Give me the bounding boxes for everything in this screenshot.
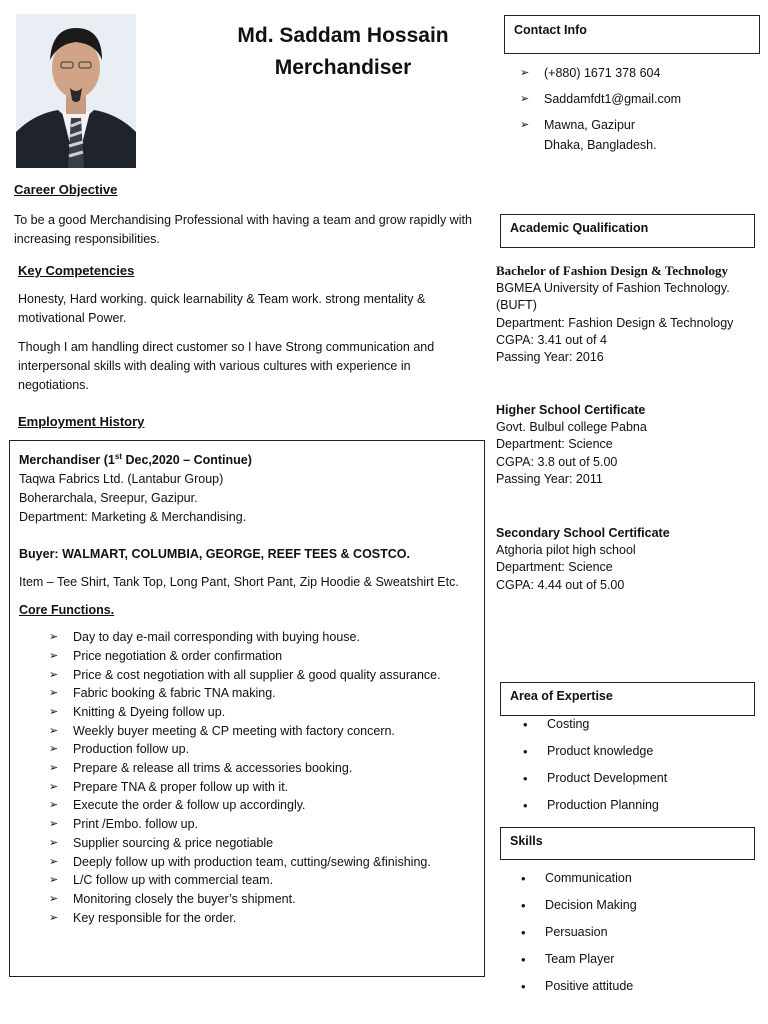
- bachelor-title: Bachelor of Fashion Design & Technology: [496, 263, 728, 278]
- competencies-paragraph-1: Honesty, Hard working. quick learnability & Team work. strong mentality & motivational Power.: [18, 292, 426, 325]
- skill-item: • Persuasion: [521, 919, 751, 946]
- arrow-bullet-icon: ➢: [49, 649, 59, 662]
- hsc-title: Higher School Certificate: [496, 403, 646, 417]
- expertise-list: [523, 711, 753, 819]
- arrow-bullet-icon: ➢: [49, 911, 59, 924]
- employment-buyers: Buyer: WALMART, COLUMBIA, GEORGE, REEF TEES & COSTCO.: [19, 547, 410, 562]
- arrow-bullet-icon: ➢: [49, 893, 59, 905]
- arrow-bullet-icon: ➢: [49, 799, 59, 812]
- core-function-item: ➢ Knitting & Dyeing follow up.: [49, 703, 475, 722]
- key-competencies-heading: Key Competencies: [18, 263, 135, 278]
- bachelor-detail-line: BGMEA University of Fashion Technology.: [496, 281, 730, 295]
- dot-bullet-icon: •: [523, 744, 528, 759]
- skills-heading: Skills: [510, 834, 543, 848]
- contact-info-box: [504, 15, 760, 54]
- hsc-detail-line: CGPA: 3.8 out of 5.00: [496, 454, 618, 469]
- arrow-bullet-icon: ➢: [49, 780, 59, 793]
- arrow-bullet-icon: ➢: [49, 631, 59, 644]
- contact-phone: ➢ (+880) 1671 378 604: [520, 60, 760, 86]
- key-competencies-section: [18, 263, 480, 395]
- arrow-bullet-icon: ➢: [520, 119, 530, 131]
- skill-item: • Team Player: [521, 946, 751, 973]
- hsc-detail-line: Govt. Bulbul college Pabna: [496, 420, 647, 434]
- core-function-item: ➢ Supplier sourcing & price negotiable: [49, 834, 475, 853]
- employment-location: Boherarchala, Sreepur, Gazipur.: [19, 491, 198, 506]
- skills-list-wrap: [521, 865, 751, 1000]
- career-objective-section: [14, 182, 494, 249]
- skill-item: • Positive attitude: [521, 973, 751, 1000]
- arrow-bullet-icon: ➢: [49, 687, 59, 700]
- arrow-bullet-icon: ➢: [520, 93, 530, 105]
- core-functions-heading: Core Functions.: [19, 603, 115, 618]
- expertise-item: • Production Planning: [523, 792, 753, 819]
- bachelor-detail-line: Department: Fashion Design & Technology: [496, 315, 734, 330]
- dot-bullet-icon: •: [521, 898, 526, 913]
- expertise-item: • Product knowledge: [523, 738, 753, 765]
- arrow-bullet-icon: ➢: [49, 705, 59, 718]
- hsc-detail-line: Passing Year: 2011: [496, 471, 603, 486]
- dot-bullet-icon: •: [521, 979, 526, 994]
- bachelor-details: [496, 280, 762, 366]
- arrow-bullet-icon: ➢: [49, 836, 59, 849]
- header-block: [190, 20, 496, 84]
- core-function-item: ➢ Print /Embo. follow up.: [49, 815, 475, 834]
- area-of-expertise-heading: Area of Expertise: [510, 689, 613, 703]
- dot-bullet-icon: •: [521, 925, 526, 940]
- core-function-item: ➢ Prepare TNA & proper follow up with it.: [49, 778, 475, 797]
- academic-qualification-box: [500, 214, 755, 248]
- core-function-item: ➢ Day to day e-mail corresponding with buying house.: [49, 628, 475, 647]
- dot-bullet-icon: •: [523, 771, 528, 786]
- hsc-details: [496, 419, 762, 488]
- competencies-paragraph-2: Though I am handling direct customer so I have Strong communication and interpersonal skills with dealing with various cultures with experience in negotiations.: [18, 340, 435, 392]
- contact-address: ➢ Mawna, Gazipur Dhaka, Bangladesh.: [520, 115, 760, 155]
- ssc-detail-line: Atghoria pilot high school: [496, 543, 636, 557]
- employment-role: Merchandiser (1st Dec,2020 – Continue): [19, 452, 252, 468]
- contact-list: [520, 60, 760, 155]
- arrow-bullet-icon: ➢: [520, 67, 530, 79]
- dot-bullet-icon: •: [521, 952, 526, 967]
- employment-box: [9, 440, 485, 977]
- person-name: Md. Saddam Hossain: [237, 24, 449, 47]
- skills-box: [500, 827, 755, 860]
- core-function-item: ➢ Key responsible for the order.: [49, 909, 475, 928]
- arrow-bullet-icon: ➢: [49, 724, 59, 737]
- core-function-item: ➢ Fabric booking & fabric TNA making.: [49, 684, 475, 703]
- expertise-item: • Product Development: [523, 765, 753, 792]
- job-title: Merchandiser: [274, 56, 412, 79]
- bachelor-detail-line: Passing Year: 2016: [496, 350, 604, 365]
- ssc-title: Secondary School Certificate: [496, 526, 670, 540]
- core-function-item: ➢ L/C follow up with commercial team.: [49, 871, 475, 890]
- hsc-block: [496, 401, 762, 488]
- skill-item: • Communication: [521, 865, 751, 892]
- dot-bullet-icon: •: [523, 798, 528, 813]
- arrow-bullet-icon: ➢: [49, 743, 59, 756]
- core-function-item: ➢ Price & cost negotiation with all supplier & good quality assurance.: [49, 666, 475, 685]
- core-function-item: ➢ Production follow up.: [49, 740, 475, 759]
- career-objective-text: To be a good Merchandising Professional with having a team and grow rapidly with increasing responsibilities.: [14, 213, 472, 246]
- dot-bullet-icon: •: [521, 871, 526, 886]
- arrow-bullet-icon: ➢: [49, 762, 59, 775]
- ssc-details: [496, 542, 762, 594]
- core-functions-list: [49, 628, 475, 927]
- expertise-item: • Costing: [523, 711, 753, 738]
- bachelor-block: [496, 262, 762, 366]
- arrow-bullet-icon: ➢: [49, 874, 59, 887]
- ssc-detail-line: CGPA: 4.44 out of 5.00: [496, 577, 625, 592]
- ssc-block: [496, 524, 762, 594]
- core-function-item: ➢ Monitoring closely the buyer’s shipment.: [49, 890, 475, 909]
- core-function-item: ➢ Prepare & release all trims & accessories booking.: [49, 759, 475, 778]
- skill-item: • Decision Making: [521, 892, 751, 919]
- contact-email: ➢ Saddamfdt1@gmail.com: [520, 86, 760, 112]
- employment-department: Department: Marketing & Merchandising.: [19, 510, 247, 525]
- employment-company: Taqwa Fabrics Ltd. (Lantabur Group): [19, 472, 224, 487]
- core-function-item: ➢ Execute the order & follow up accordingly.: [49, 796, 475, 815]
- core-function-item: ➢ Weekly buyer meeting & CP meeting with factory concern.: [49, 722, 475, 741]
- core-function-item: ➢ Deeply follow up with production team, cutting/sewing &finishing.: [49, 853, 475, 872]
- ssc-detail-line: Department: Science: [496, 560, 613, 575]
- bachelor-detail-line: (BUFT): [496, 298, 537, 313]
- expertise-list-wrap: [523, 711, 753, 819]
- skills-list: [521, 865, 751, 1000]
- employment-history-heading: Employment History: [18, 414, 145, 429]
- bachelor-detail-line: CGPA: 3.41 out of 4: [496, 332, 607, 347]
- career-objective-heading: Career Objective: [14, 182, 118, 197]
- dot-bullet-icon: •: [523, 717, 528, 732]
- hsc-detail-line: Department: Science: [496, 437, 613, 452]
- core-function-item: ➢ Price negotiation & order confirmation: [49, 647, 475, 666]
- employment-items: Item – Tee Shirt, Tank Top, Long Pant, Short Pant, Zip Hoodie & Sweatshirt Etc.: [19, 575, 459, 590]
- academic-qualification-heading: Academic Qualification: [510, 221, 649, 235]
- arrow-bullet-icon: ➢: [49, 855, 59, 868]
- profile-photo: [16, 14, 136, 168]
- contact-info-heading: Contact Info: [514, 23, 587, 37]
- arrow-bullet-icon: ➢: [49, 818, 59, 831]
- arrow-bullet-icon: ➢: [49, 668, 59, 681]
